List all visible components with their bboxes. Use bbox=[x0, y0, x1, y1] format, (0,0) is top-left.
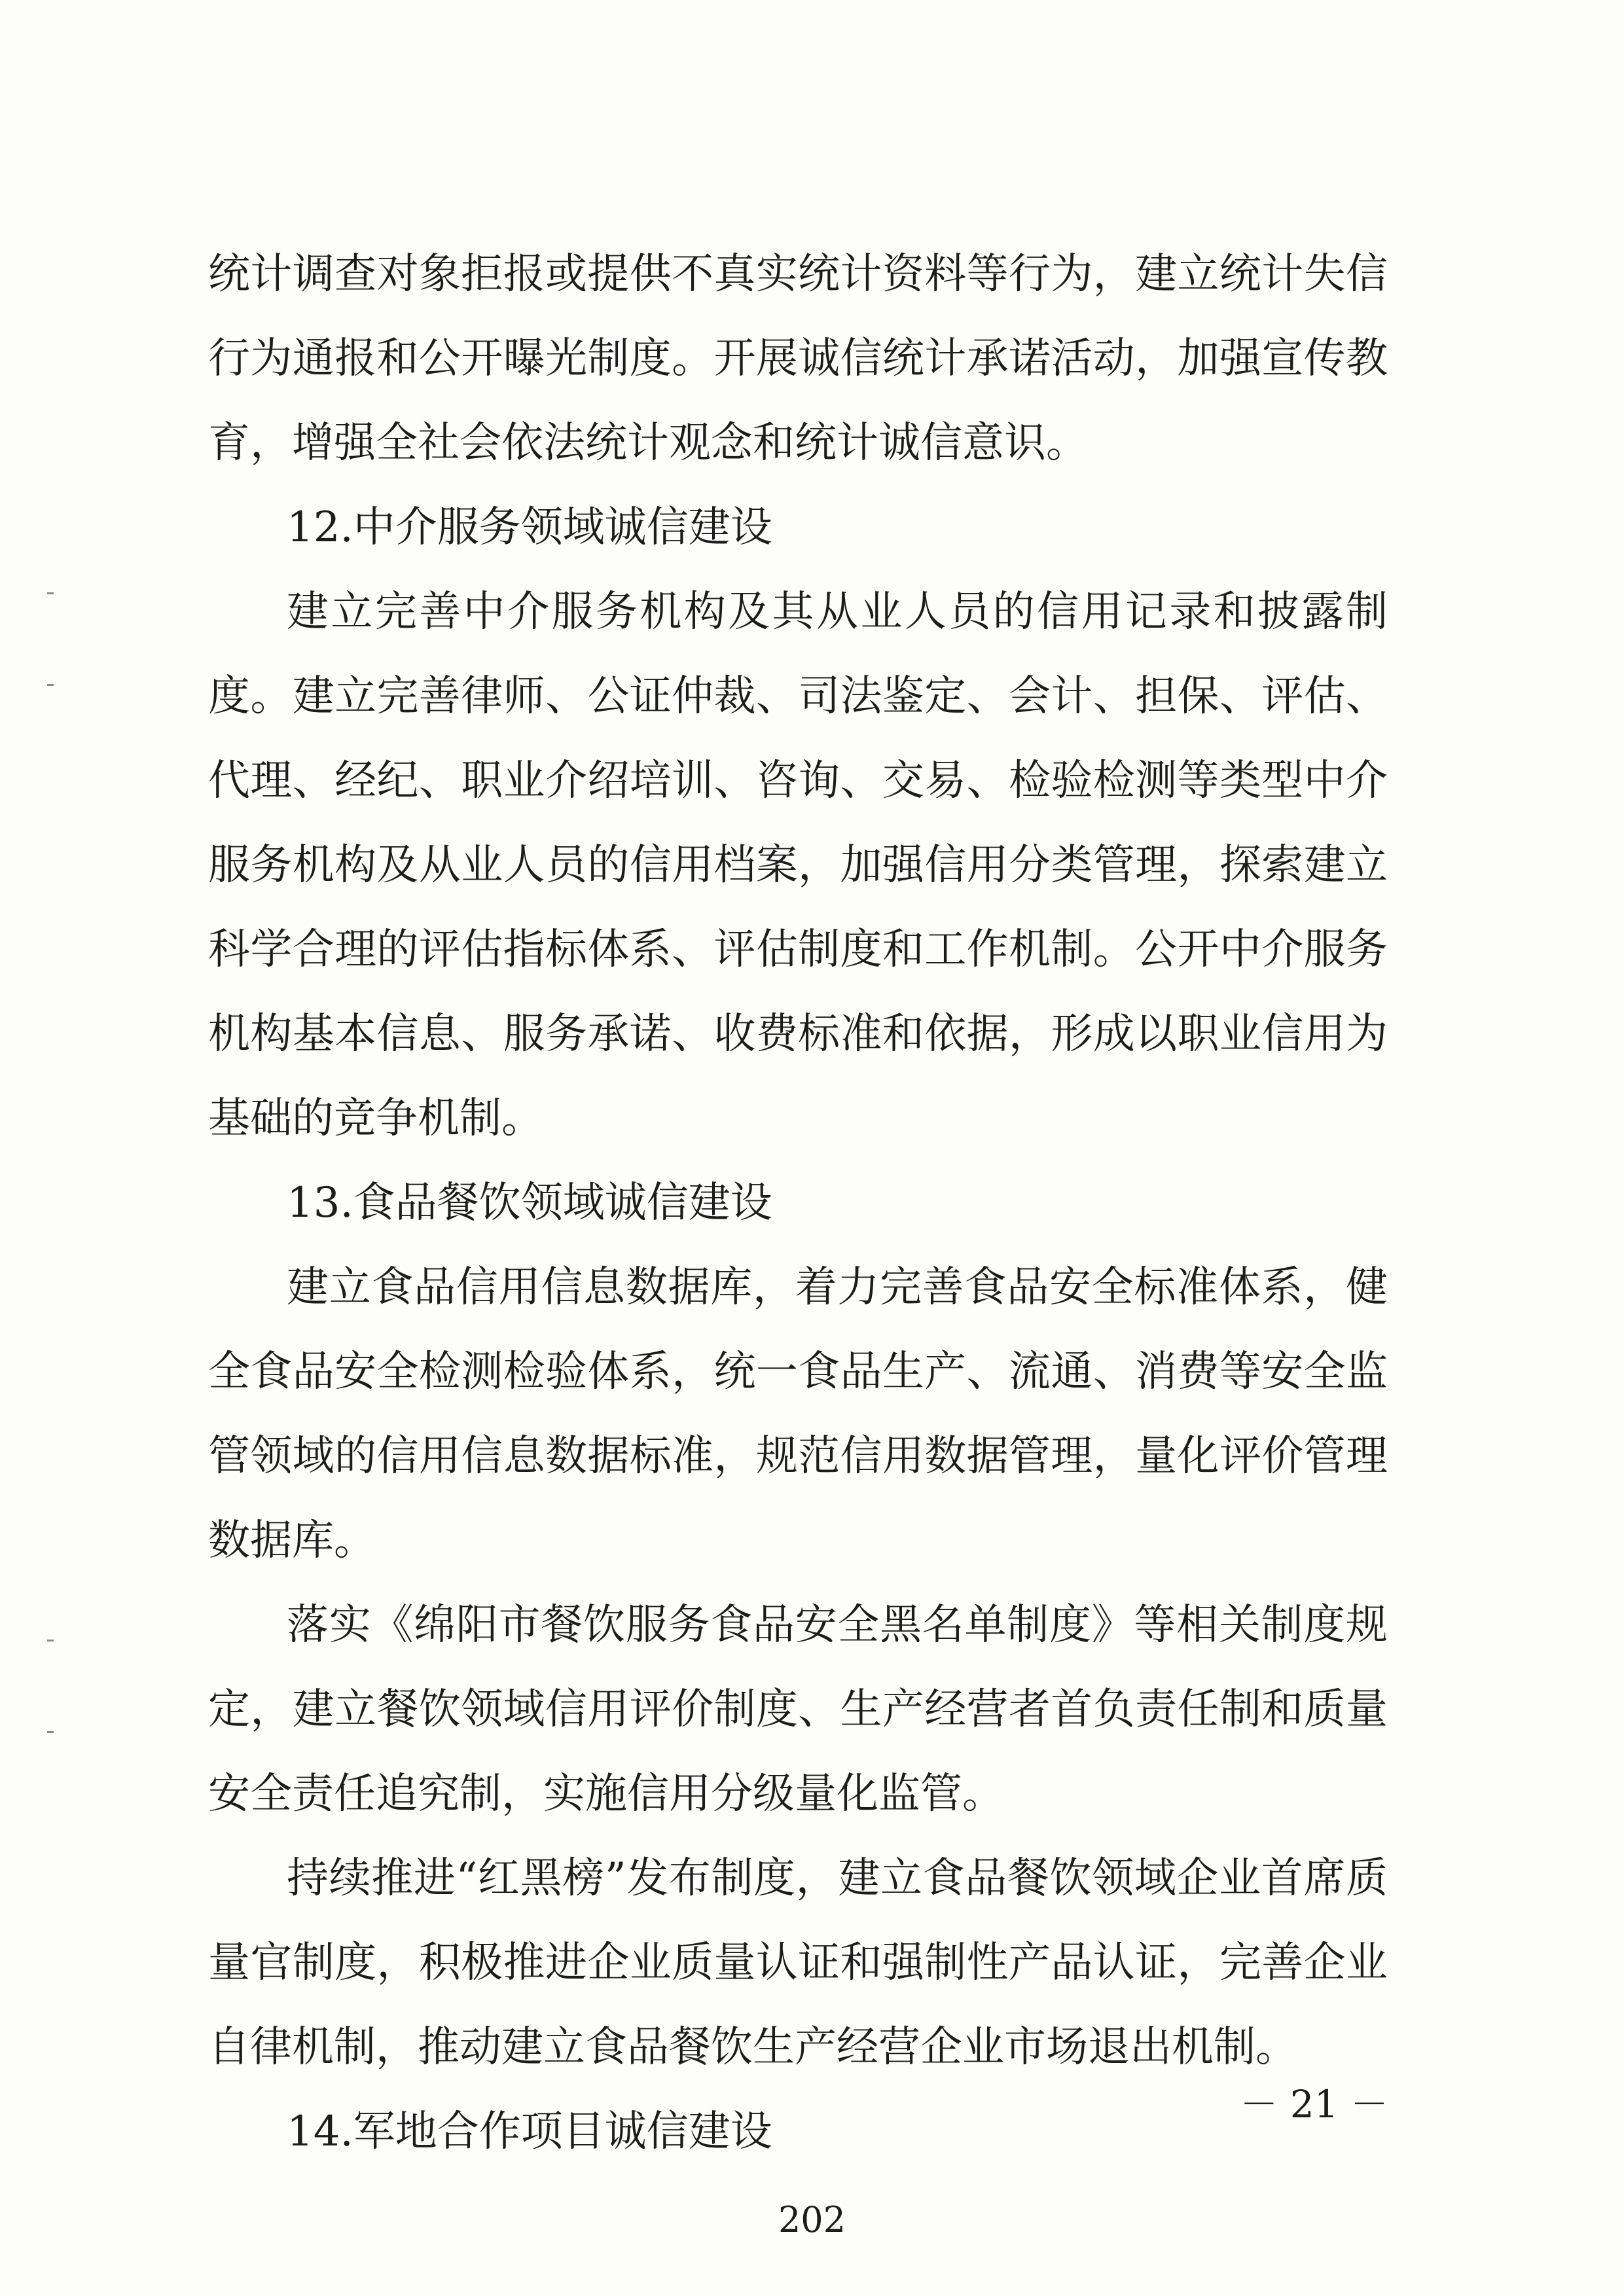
text-line: 量官制度，积极推进企业质量认证和强制性产品认证，完善企业 bbox=[208, 1939, 1388, 1987]
section-heading-13: 13.食品餐饮领域诚信建设 bbox=[287, 1179, 772, 1227]
paragraph-first-line: 持续推进“红黑榜”发布制度，建立食品餐饮领域企业首席质 bbox=[287, 1854, 1388, 1903]
text-line: 度。建立完善律师、公证仲裁、司法鉴定、会计、担保、评估、 bbox=[208, 672, 1388, 721]
section-heading-12: 12.中介服务领域诚信建设 bbox=[287, 503, 772, 552]
scan-page-number: 202 bbox=[778, 2199, 846, 2240]
scan-margin-mark bbox=[47, 592, 54, 594]
text-line: 服务机构及从业人员的信用档案，加强信用分类管理，探索建立 bbox=[208, 841, 1388, 889]
scan-margin-mark bbox=[47, 684, 54, 686]
text-line: 管领域的信用信息数据标准，规范信用数据管理，量化评价管理 bbox=[208, 1432, 1388, 1480]
text-line: 数据库。 bbox=[208, 1516, 376, 1565]
text-line: 自律机制，推动建立食品餐饮生产经营企业市场退出机制。 bbox=[208, 2023, 1297, 2072]
document-body bbox=[208, 232, 1388, 2174]
paragraph-first-line: 建立完善中介服务机构及其从业人员的信用记录和披露制 bbox=[287, 588, 1388, 636]
text-line: 全食品安全检测检验体系，统一食品生产、流通、消费等安全监 bbox=[208, 1348, 1388, 1396]
text-line: 基础的竞争机制。 bbox=[208, 1094, 543, 1143]
scan-margin-mark bbox=[47, 1640, 54, 1641]
section-heading-14: 14.军地合作项目诚信建设 bbox=[287, 2108, 772, 2156]
page-number: － 21 － bbox=[1240, 2082, 1388, 2126]
scan-margin-mark bbox=[47, 1731, 54, 1733]
text-line: 育，增强全社会依法统计观念和统计诚信意识。 bbox=[208, 419, 1088, 467]
paragraph-first-line: 落实《绵阳市餐饮服务食品安全黑名单制度》等相关制度规 bbox=[287, 1601, 1388, 1649]
paragraph-first-line: 建立食品信用信息数据库，着力完善食品安全标准体系，健 bbox=[287, 1263, 1388, 1312]
text-line: 科学合理的评估指标体系、评估制度和工作机制。公开中介服务 bbox=[208, 925, 1388, 974]
text-line: 定，建立餐饮领域信用评价制度、生产经营者首负责任制和质量 bbox=[208, 1685, 1388, 1734]
text-line: 安全责任追究制，实施信用分级量化监管。 bbox=[208, 1770, 1004, 1818]
text-line: 统计调查对象拒报或提供不真实统计资料等行为，建立统计失信 bbox=[208, 250, 1388, 298]
text-line: 机构基本信息、服务承诺、收费标准和依据，形成以职业信用为 bbox=[208, 1010, 1388, 1058]
text-line: 行为通报和公开曝光制度。开展诚信统计承诺活动，加强宣传教 bbox=[208, 334, 1388, 383]
text-line: 代理、经纪、职业介绍培训、咨询、交易、检验检测等类型中介 bbox=[208, 757, 1388, 805]
